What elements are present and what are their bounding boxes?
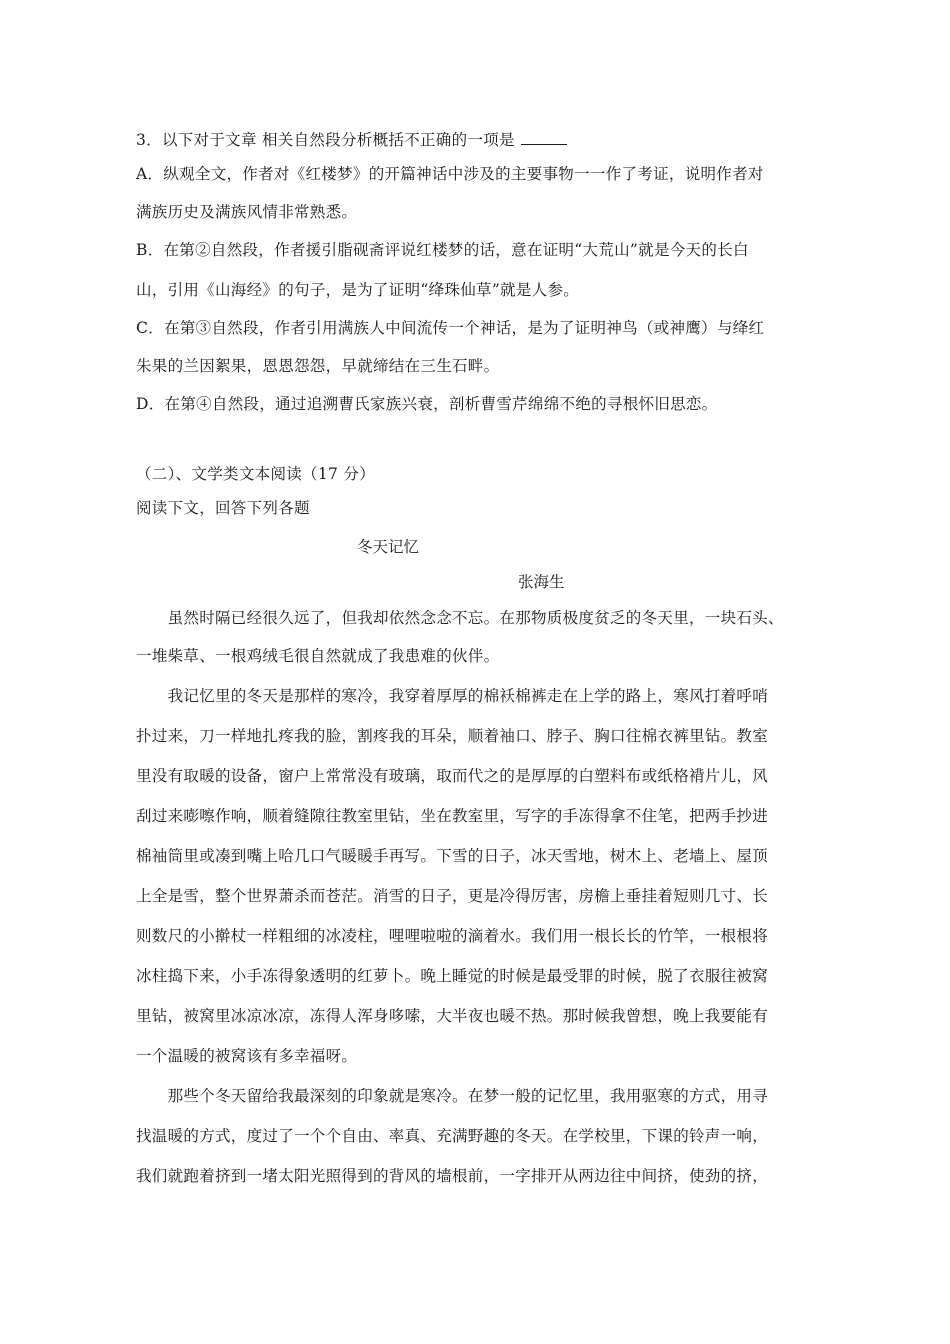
option-b-line-2: 山，引用《山海经》的句子，是为了证明“绛珠仙草”就是人参。	[136, 281, 580, 299]
option-a-line-2: 满族历史及满族风情非常熟悉。	[136, 203, 358, 221]
article-line: 那些个冬天留给我最深刻的印象就是寒冷。在梦一般的记忆里，我用驱寒的方式，用寻	[136, 1087, 769, 1105]
article-line: 上全是雪，整个世界萧杀而苍茫。消雪的日子，更是冷得厉害，房檐上垂挂着短则几寸、长	[136, 887, 769, 905]
article-line: 里钻，被窝里冰凉冰凉，冻得人浑身哆嗦，大半夜也暖不热。那时候我曾想，晚上我要能有	[136, 1007, 769, 1025]
article-line: 找温暖的方式，度过了一个个自由、率真、充满野趣的冬天。在学校里，下课的铃声一响，	[136, 1127, 769, 1145]
option-b-line-1: B．在第②自然段，作者援引脂砚斋评说红楼梦的话，意在证明“大荒山”就是今天的长白	[136, 241, 749, 259]
article-line: 一堆柴草、一根鸡绒毛很自然就成了我患难的伙伴。	[136, 647, 500, 665]
article-line: 里没有取暖的设备，窗户上常常没有玻璃，取而代之的是厚厚的白塑料布或纸格褙片儿，风	[136, 767, 769, 785]
article-author: 张海生	[518, 573, 565, 591]
article-line: 虽然时隔已经很久远了，但我却依然念念不忘。在那物质极度贫乏的冬天里，一块石头、	[136, 609, 784, 627]
option-c-line-1: C．在第③自然段，作者引用满族人中间流传一个神话，是为了证明神鸟（或神鹰）与绛红	[136, 319, 765, 337]
reading-instruction: 阅读下文，回答下列各题	[136, 499, 310, 517]
article-line: 刮过来嘭嚓作响，顺着缝隙往教室里钻，坐在教室里，写字的手冻得拿不住笔，把两手抄进	[136, 807, 769, 825]
section-heading: （二）、文学类文本阅读（17 分）	[136, 465, 376, 483]
article-title: 冬天记忆	[357, 538, 420, 556]
article-line: 扑过来，刀一样地扎疼我的脸，割疼我的耳朵，顺着袖口、脖子、胸口往棉衣裤里钻。教室	[136, 727, 769, 745]
article-line: 我记忆里的冬天是那样的寒冷，我穿着厚厚的棉袄棉裤走在上学的路上，寒风打着呼哨	[136, 687, 769, 705]
answer-blank	[521, 130, 567, 145]
article-line: 一个温暖的被窝该有多幸福呀。	[136, 1047, 358, 1065]
article-line: 冰柱捣下来，小手冻得象透明的红萝卜。晚上睡觉的时候是最受罪的时候，脱了衣服往被窝	[136, 967, 769, 985]
article-line: 我们就跑着挤到一堵太阳光照得到的背风的墙根前，一字排开从两边往中间挤，使劲的挤，	[136, 1167, 769, 1185]
article-line: 则数尺的小擀杖一样粗细的冰凌柱，哩哩啦啦的滴着水。我们用一根长长的竹竿，一根根将	[136, 927, 769, 945]
option-a-line-1: A．纵观全文，作者对《红楼梦》的开篇神话中涉及的主要事物一一作了考证，说明作者对	[136, 165, 764, 183]
article-line: 棉袖筒里或凑到嘴上哈几口气暖暖手再写。下雪的日子，冰天雪地，树木上、老墙上、屋顶	[136, 847, 769, 865]
option-c-line-2: 朱果的兰因絮果，恩恩怨怨，早就缔结在三生石畔。	[136, 357, 500, 375]
question-stem: 3．以下对于文章 相关自然段分析概括不正确的一项是	[136, 130, 567, 150]
option-d-line-1: D．在第④自然段，通过追溯曹氏家族兴衰，剖析曹雪芹绵绵不绝的寻根怀旧思恋。	[136, 395, 718, 413]
